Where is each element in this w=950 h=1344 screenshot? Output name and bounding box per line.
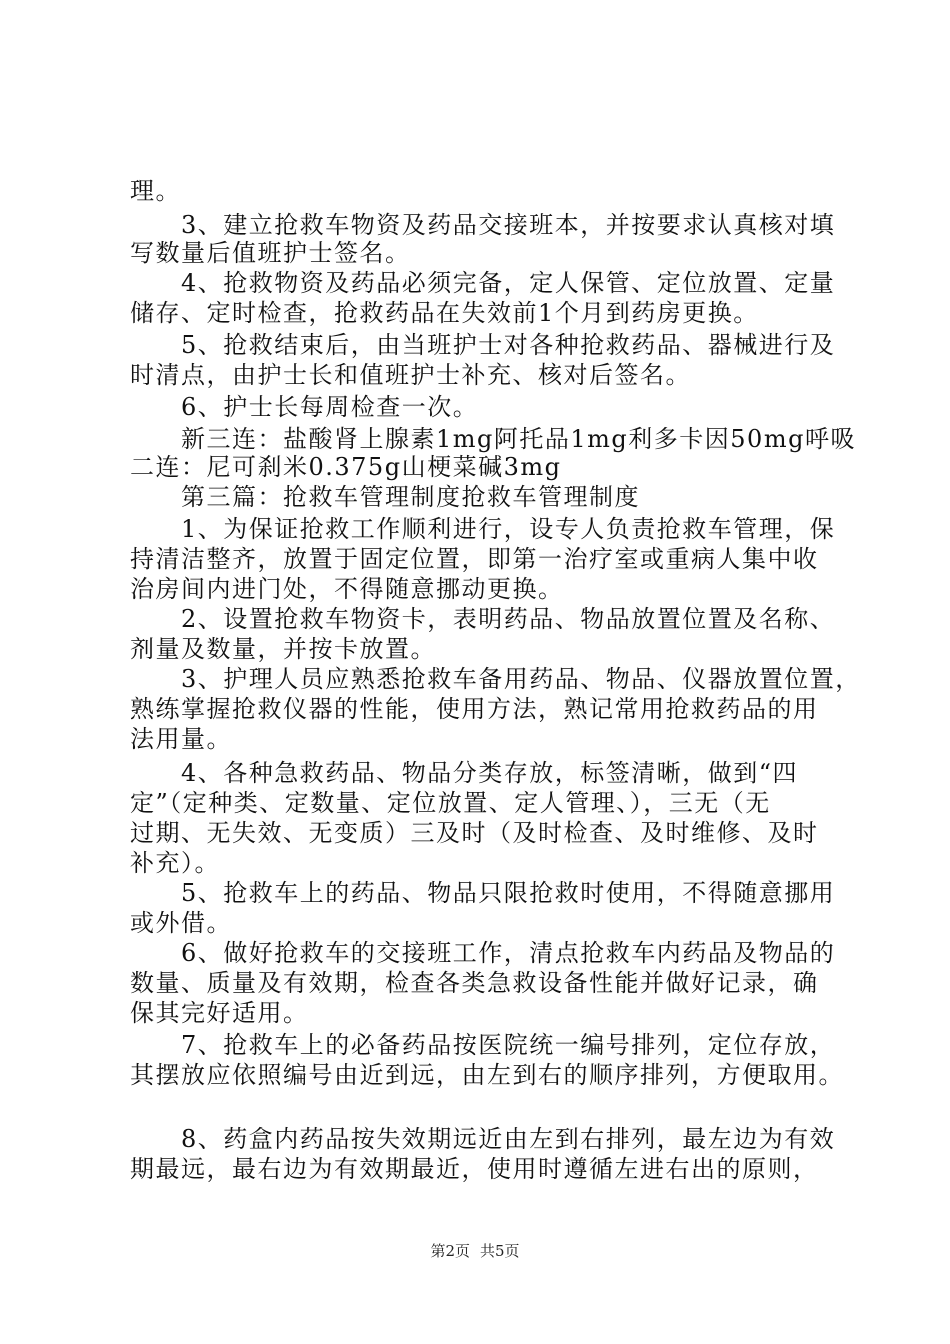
text-line: 或外借。 — [130, 909, 232, 937]
text-line: 持清洁整齐，放置于固定位置，即第一治疗室或重病人集中收 — [130, 545, 819, 573]
text-line: 理。 — [130, 177, 181, 205]
text-line: 4、各种急救药品、物品分类存放，标签清晰，做到“四 — [130, 759, 799, 787]
text-line: 8、药盒内药品按失效期远近由左到右排列，最左边为有效 — [130, 1125, 836, 1153]
text-line: 1、为保证抢救工作顺利进行，设专人负责抢救车管理，保 — [130, 515, 836, 543]
text-line: 3、护理人员应熟悉抢救车备用药品、物品、仪器放置位置， — [130, 665, 861, 693]
text-line: 期最远，最右边为有效期最近，使用时遵循左进右出的原则， — [130, 1155, 819, 1183]
text-line: 新三连：盐酸肾上腺素1mg阿托品1mg利多卡因50mg呼吸 — [130, 425, 856, 453]
text-line: 储存、定时检查，抢救药品在失效前1个月到药房更换。 — [130, 299, 759, 327]
text-line: 2、设置抢救车物资卡，表明药品、物品放置位置及名称、 — [130, 605, 836, 633]
text-line: 3、建立抢救车物资及药品交接班本，并按要求认真核对填 — [130, 211, 836, 239]
section-title: 第三篇：抢救车管理制度抢救车管理制度 — [130, 483, 640, 511]
text-line: 剂量及数量，并按卡放置。 — [130, 635, 436, 663]
text-line: 熟练掌握抢救仪器的性能，使用方法，熟记常用抢救药品的用 — [130, 695, 819, 723]
page-total: 共5页 — [480, 1242, 520, 1260]
text-line: 保其完好适用。 — [130, 999, 309, 1027]
text-line: 法用量。 — [130, 725, 232, 753]
text-line: 6、做好抢救车的交接班工作，清点抢救车内药品及物品的 — [130, 939, 836, 967]
text-line: 补充）。 — [130, 849, 220, 877]
text-line: 5、抢救车上的药品、物品只限抢救时使用，不得随意挪用 — [130, 879, 836, 907]
text-line: 6、护士长每周检查一次。 — [130, 393, 479, 421]
text-line: 写数量后值班护士签名。 — [130, 239, 411, 267]
text-line: 定”（定种类、定数量、定位放置、定人管理、），三无（无 — [130, 789, 771, 817]
text-line: 7、抢救车上的必备药品按医院统一编号排列，定位存放， — [130, 1031, 836, 1059]
text-line: 治房间内进门处，不得随意挪动更换。 — [130, 575, 564, 603]
text-line: 其摆放应依照编号由近到远，由左到右的顺序排列，方便取用。 — [130, 1061, 844, 1089]
text-line: 过期、无失效、无变质）三及时（及时检查、及时维修、及时 — [130, 819, 819, 847]
text-line: 二连：尼可刹米0.375g山梗菜碱3mg — [130, 453, 562, 481]
page-number: 第2页 — [430, 1242, 470, 1260]
text-line: 数量、质量及有效期，检查各类急救设备性能并做好记录，确 — [130, 969, 819, 997]
text-line: 时清点，由护士长和值班护士补充、核对后签名。 — [130, 361, 691, 389]
text-line: 5、抢救结束后，由当班护士对各种抢救药品、器械进行及 — [130, 331, 836, 359]
page-footer — [0, 1240, 950, 1261]
text-line: 4、抢救物资及药品必须完备，定人保管、定位放置、定量 — [130, 269, 836, 297]
